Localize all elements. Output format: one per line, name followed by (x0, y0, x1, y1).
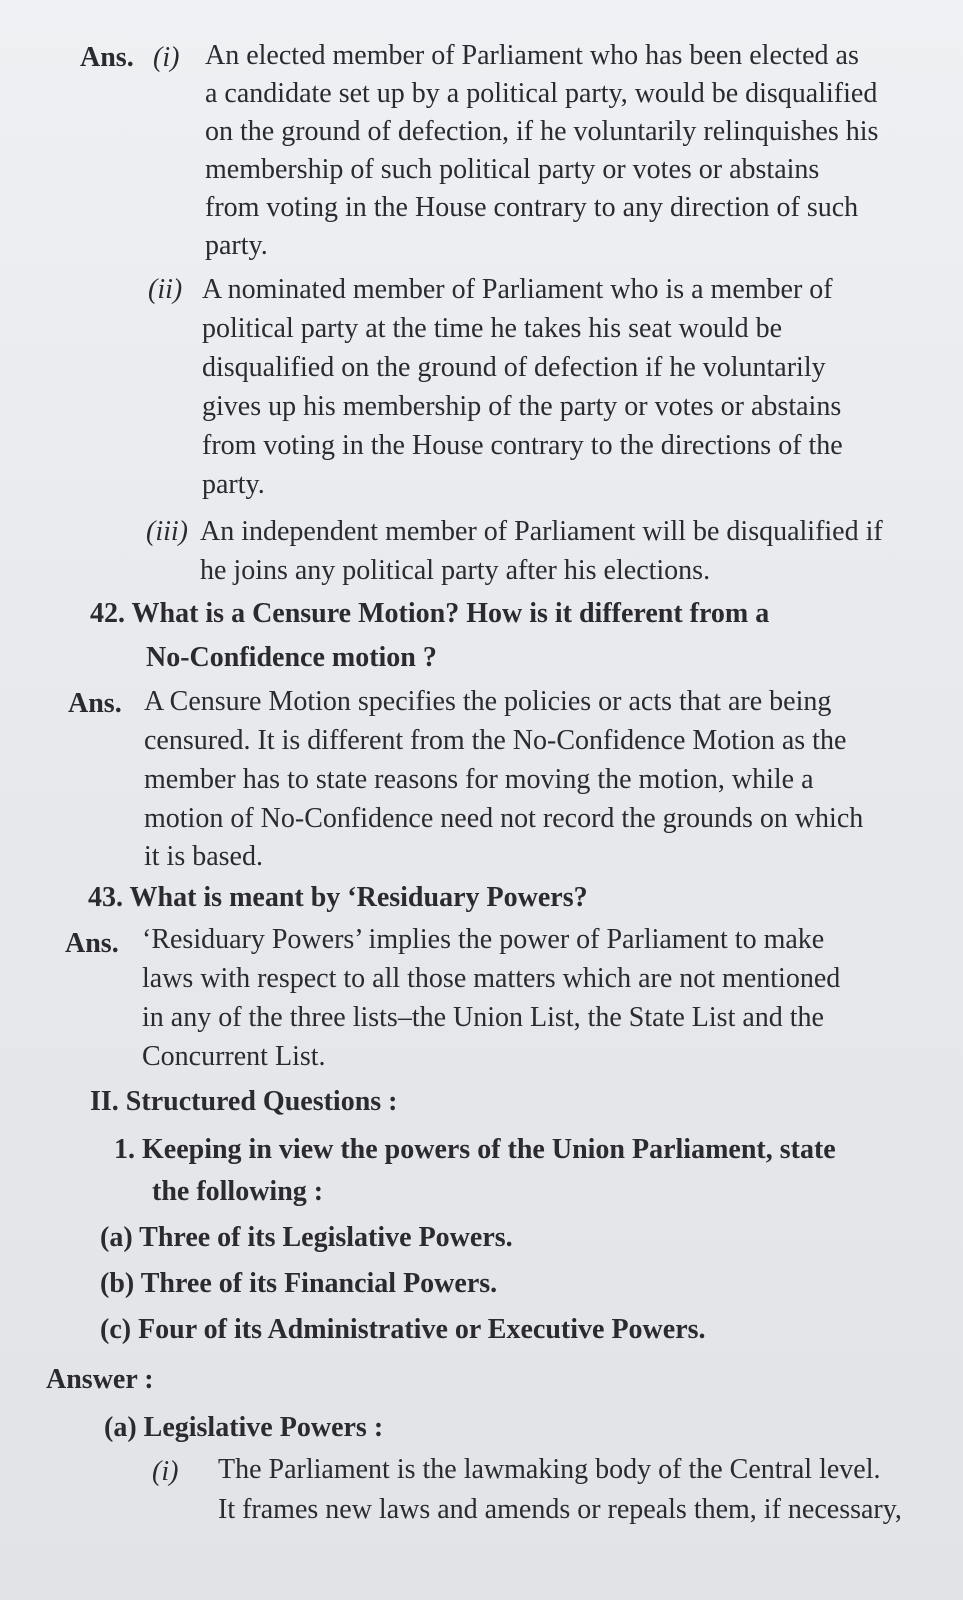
text-line: he joins any political party after his elections. (200, 555, 711, 586)
text-line: The Parliament is the lawmaking body of the Central level. (218, 1454, 881, 1485)
item-number: (i) (153, 42, 180, 73)
text-line: laws with respect to all those matters which are not mentioned (142, 963, 841, 994)
text-line: A Censure Motion specifies the policies or acts that are being (144, 686, 832, 717)
answer-label: Answer : (46, 1364, 154, 1395)
text-line: ‘Residuary Powers’ implies the power of Parliament to make (142, 924, 825, 955)
text-line: membership of such political party or votes or abstains (205, 154, 820, 185)
section-heading: II. Structured Questions : (90, 1086, 398, 1117)
item-number: (iii) (146, 516, 188, 547)
question-42: 42. What is a Censure Motion? How is it different from a (90, 598, 770, 629)
item-number: (i) (152, 1456, 179, 1487)
structured-question-1-cont: the following : (152, 1176, 324, 1207)
text-line: party. (205, 230, 268, 261)
text-line: from voting in the House contrary to the directions of the (202, 430, 843, 461)
text-line: member has to state reasons for moving the motion, while a (144, 764, 814, 795)
text-line: An elected member of Parliament who has been elected as (205, 40, 859, 71)
text-line: censured. It is different from the No-Confidence Motion as the (144, 725, 847, 756)
text-line: A nominated member of Parliament who is a member of (202, 274, 833, 305)
text-line: disqualified on the ground of defection if he voluntarily (202, 352, 826, 383)
sub-question-a: (a) Three of its Legislative Powers. (100, 1222, 513, 1253)
text-line: on the ground of defection, if he voluntarily relinquishes his (205, 116, 879, 147)
text-line: An independent member of Parliament will be disqualified if (200, 516, 883, 547)
text-line: it is based. (144, 841, 263, 872)
ans-label: Ans. (80, 42, 134, 73)
text-line: from voting in the House contrary to any direction of such (205, 192, 859, 223)
text-line: in any of the three lists–the Union List, the State List and the (142, 1002, 824, 1033)
question-42-cont: No-Confidence motion ? (146, 642, 437, 673)
text-line: It frames new laws and amends or repeals them, if necessary, (218, 1494, 902, 1525)
item-number: (ii) (148, 274, 183, 305)
text-line: a candidate set up by a political party, would be disqualified (205, 78, 878, 109)
ans-label: Ans. (65, 928, 119, 959)
text-line: Concurrent List. (142, 1041, 326, 1072)
sub-question-b: (b) Three of its Financial Powers. (100, 1268, 498, 1299)
ans-label: Ans. (68, 688, 122, 719)
answer-heading-a: (a) Legislative Powers : (104, 1412, 384, 1443)
text-line: gives up his membership of the party or votes or abstains (202, 391, 842, 422)
text-line: party. (202, 469, 265, 500)
sub-question-c: (c) Four of its Administrative or Executive Powers. (100, 1314, 706, 1345)
structured-question-1: 1. Keeping in view the powers of the Union Parliament, state (114, 1134, 836, 1165)
text-line: political party at the time he takes his seat would be (202, 313, 783, 344)
question-43: 43. What is meant by ‘Residuary Powers? (88, 882, 588, 913)
text-line: motion of No-Confidence need not record the grounds on which (144, 803, 864, 834)
